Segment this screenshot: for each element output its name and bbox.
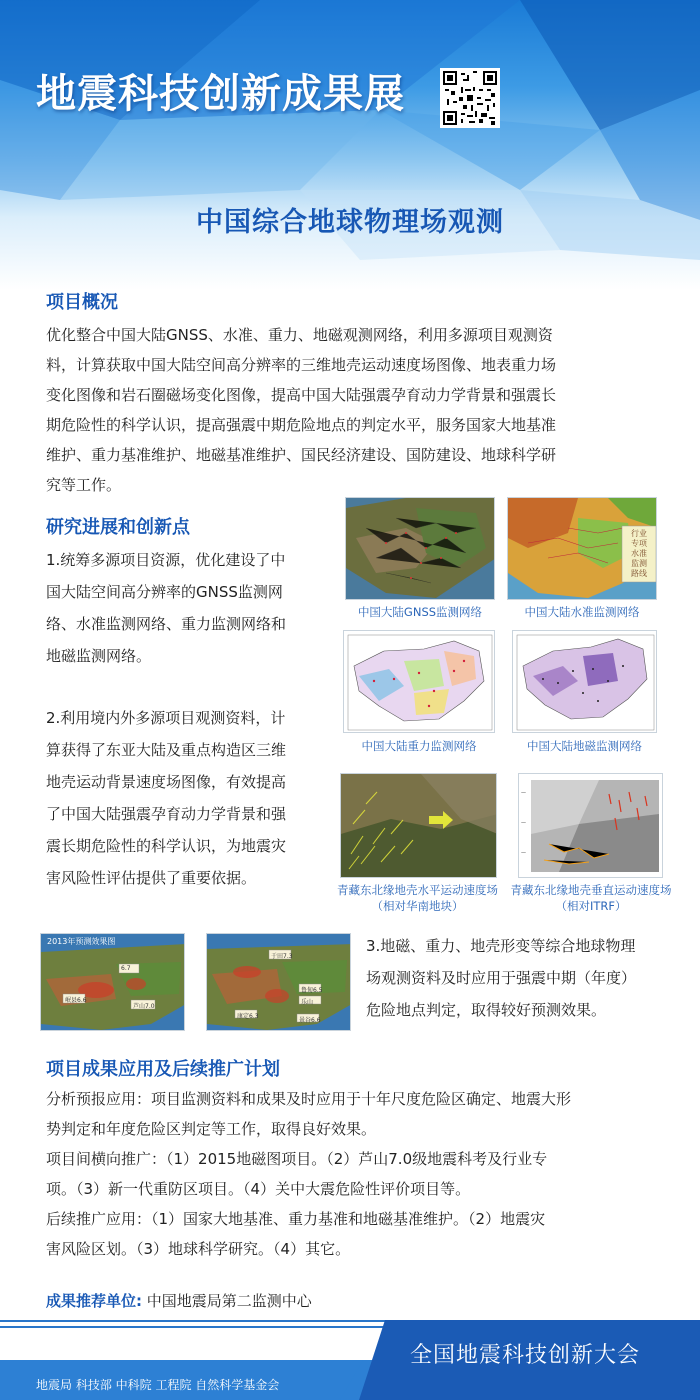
svg-text:—: —	[521, 820, 526, 826]
point3-line: 场观测资料及时应用于强震中期（年度）	[366, 969, 637, 987]
svg-text:—: —	[521, 790, 526, 796]
overview-line: 料，计算获取中国大陆空间高分辨率的三维地壳运动速度场图像、地表重力场	[46, 356, 557, 374]
point1-line: 1.统筹多源项目资源，优化建设了中	[46, 551, 286, 569]
application-heading: 项目成果应用及后续推广计划	[46, 1059, 280, 1080]
point2-line: 震长期危险性的科学认识，为地震灾	[46, 837, 287, 855]
recommending-unit-label: 成果推荐单位:	[46, 1292, 142, 1310]
organizers: 地震局 科技部 中科院 工程院 自然科学基金会	[36, 1378, 280, 1392]
overview-text	[46, 320, 666, 500]
header-banner	[0, 0, 700, 290]
point3-line: 3.地磁、重力、地壳形变等综合地球物理	[366, 937, 636, 955]
geomagnetic-network-map	[512, 630, 657, 733]
point1-line: 国大陆空间高分辨率的GNSS监测网	[46, 583, 283, 601]
svg-text:—: —	[521, 850, 526, 856]
application-line: 势判定和年度危险区判定等工作，取得良好效果。	[46, 1120, 377, 1138]
gnss-caption: 中国大陆GNSS监测网络	[357, 605, 483, 619]
leveling-network-map	[507, 497, 657, 600]
caption-line: （相对ITRF）	[555, 899, 627, 913]
progress-point-3	[366, 930, 666, 1026]
horizontal-velocity-map	[340, 773, 497, 878]
gravity-caption: 中国大陆重力监测网络	[361, 739, 477, 753]
map-label: 6.7	[121, 965, 131, 972]
gnss-network-map	[345, 497, 495, 600]
overview-line: 变化图像和岩石圈磁场变化图像，提高中国大陆强震孕育动力学背景和强震长	[46, 386, 557, 404]
application-line: 害风险区划。（3）地球科学研究。（4）其它。	[46, 1240, 351, 1258]
overview-heading: 项目概况	[46, 292, 118, 313]
map-label: 芦山7.0	[133, 1003, 155, 1010]
map-label: 乐山	[301, 999, 314, 1006]
footer-rule	[0, 1326, 390, 1328]
point1-line: 地磁监测网络。	[46, 647, 152, 665]
footer-banner	[0, 1320, 700, 1400]
recommending-unit	[46, 1290, 312, 1311]
overview-line: 期危险性的科学认识，提高强震中期危险地点的判定水平，服务国家大地基准	[46, 416, 557, 434]
legend-line: 监测	[631, 559, 647, 568]
map-label: 鲁甸6.5	[301, 987, 323, 994]
footer-rule	[0, 1320, 400, 1322]
vertical-velocity-map	[518, 773, 663, 878]
header-background-polygons	[0, 0, 700, 290]
qr-code-icon	[440, 68, 500, 128]
forecast-map-2014	[206, 933, 351, 1031]
point2-line: 算获得了东亚大陆及重点构造区三维	[46, 741, 287, 759]
geomag-caption: 中国大陆地磁监测网络	[527, 739, 642, 753]
point1-line: 络、水准监测网络、重力监测网络和	[46, 615, 287, 633]
application-line: 分析预报应用：项目监测资料和成果及时应用于十年尺度危险区确定、地震大形	[46, 1090, 572, 1108]
overview-line: 究等工作。	[46, 476, 122, 494]
vertical-velocity-caption	[506, 882, 676, 914]
legend-line: 行业	[631, 529, 647, 538]
level-legend	[624, 529, 654, 579]
application-line: 项目间横向推广：（1）2015地磁图项目。（2）芦山7.0级地震科考及行业专	[46, 1150, 548, 1168]
point2-line: 地壳运动背景速度场图像，有效提高	[46, 773, 287, 791]
forecast-map-2013	[40, 933, 185, 1031]
progress-point-1	[46, 544, 342, 672]
application-line: 后续推广应用：（1）国家大地基准、重力基准和地磁基准维护。（2）地震灾	[46, 1210, 546, 1228]
forecast-title: 2013年预测效果图	[47, 937, 116, 946]
overview-line: 维护、重力基准维护、地磁基准维护、国民经济建设、国防建设、地球科学研	[46, 446, 557, 464]
progress-heading: 研究进展和创新点	[46, 517, 190, 538]
point2-line: 了中国大陆强震孕育动力学背景和强	[46, 805, 287, 823]
horizontal-velocity-caption	[330, 882, 505, 914]
map-label: 景谷6.6	[299, 1017, 321, 1024]
caption-line: 青藏东北缘地壳垂直运动速度场	[510, 883, 672, 897]
progress-point-2	[46, 702, 342, 894]
map-label: 岷县6.6	[65, 997, 87, 1004]
poster-subtitle: 中国综合地球物理场观测	[196, 207, 504, 238]
map-label: 康定6.3	[237, 1013, 259, 1020]
legend-line: 水准	[631, 549, 647, 558]
legend-line: 路线	[631, 569, 647, 578]
gravity-network-map	[343, 630, 495, 733]
leveling-caption: 中国大陆水准监测网络	[524, 605, 640, 619]
point2-line: 害风险性评估提供了重要依据。	[46, 869, 257, 887]
main-title: 地震科技创新成果展	[36, 71, 405, 117]
point3-line: 危险地点判定，取得较好预测效果。	[366, 1001, 607, 1019]
conference-name: 全国地震科技创新大会	[410, 1343, 641, 1368]
point2-line: 2.利用境内外多源项目观测资料，计	[46, 709, 286, 727]
application-line: 项。（3）新一代重防区项目。（4）关中大震危险性评价项目等。	[46, 1180, 471, 1198]
legend-line: 专项	[631, 539, 647, 548]
caption-line: （相对华南地块）	[371, 899, 464, 913]
application-text	[46, 1084, 666, 1264]
overview-line: 优化整合中国大陆GNSS、水准、重力、地磁观测网络，利用多源项目观测资	[46, 326, 553, 344]
map-label: 于田7.3	[271, 953, 293, 960]
caption-line: 青藏东北缘地壳水平运动速度场	[337, 883, 498, 897]
recommending-unit-value: 中国地震局第二监测中心	[146, 1292, 312, 1310]
